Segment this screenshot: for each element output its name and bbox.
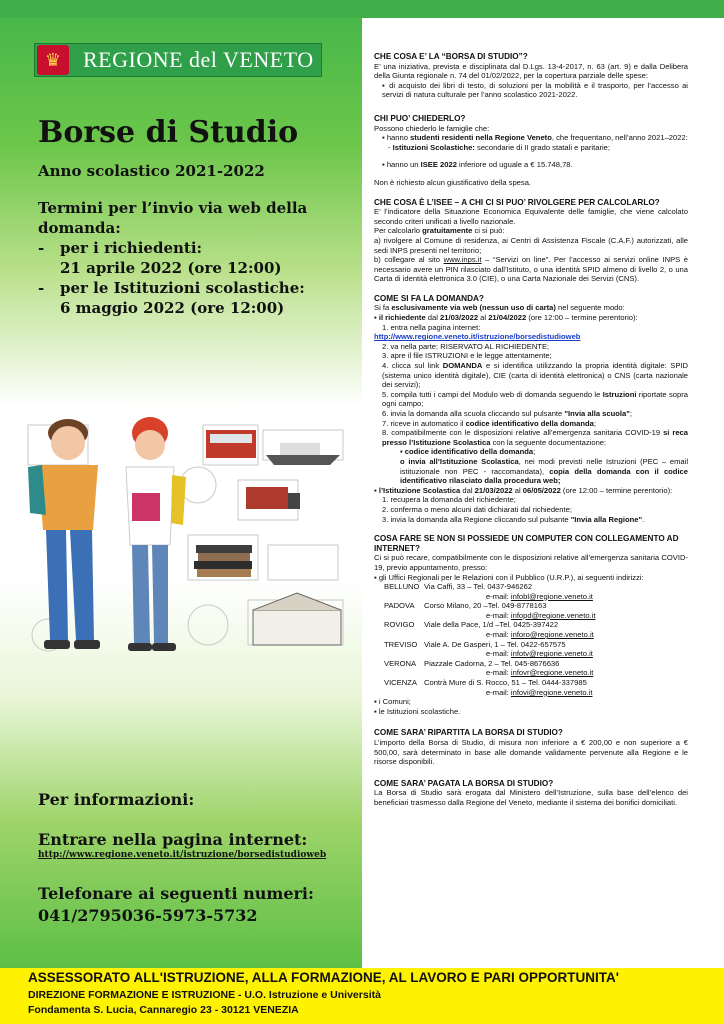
region-logo	[34, 43, 322, 77]
s4-step-6: 6. invia la domanda alla scuola cliccando sul pulsante "Invia alla scuola";	[382, 409, 632, 418]
lion-emblem-icon: ♛	[37, 45, 69, 75]
top-band-right	[362, 0, 724, 18]
books-icon	[194, 545, 252, 577]
deadline-applicants-date: 21 aprile 2022 (ore 12:00)	[60, 259, 282, 277]
s3-text-2: Per calcolarlo gratuitamente ci si può:	[374, 226, 505, 236]
urp-row: BELLUNO Via Caffi, 33 – Tel. 0437-946262	[384, 582, 533, 592]
s2-note: Non è richiesto alcun giustificativo della spesa.	[374, 177, 532, 187]
s4-step-4: 4. clicca sul link DOMANDA e si identifica utilizzando la propria identità digitale: SPID (sistema unico identità digitale), CIE (carta di identità elettronica) o CNS (carta nazionale dei servizi);	[382, 361, 688, 390]
footer-assessorato: ASSESSORATO ALL'ISTRUZIONE, ALLA FORMAZIONE, AL LAVORO E PARI OPPORTUNITA'	[28, 970, 619, 985]
ship-icon	[266, 443, 340, 465]
email-link[interactable]: inforo@regione.veneto.it	[510, 630, 594, 640]
school-year: Anno scolastico 2021-2022	[38, 162, 265, 180]
urp-list: BELLUNO Via Caffi, 33 – Tel. 0437-946262 e-mail: infobl@regione.veneto.it PADOVA Corso Milano, 20 –Tel. 049-8778163 e-mail: infopd@regione.veneto.it ROVIGO Viale della Pace, 1/d –Tel. 0425-397422 e-mail: inforo@regione.veneto.it TREVISO Viale A. De Gasperi, 1 – Tel. 0422-657575 e-mail: infotv@regione.veneto.it VERONA Piazzale Cadorna, 2 – Tel. 045-8676636 e-mail: infovr@regione.veneto.it VICENZA Contrà Mure di S. Rocco, 51 – Tel. 0444-337985 e-mail: infovi@regione.veneto.it	[374, 582, 688, 697]
info-phone-numbers: 041/2795036-5973-5732	[38, 906, 258, 925]
deadline-schools-date: 6 maggio 2022 (ore 12:00)	[60, 299, 285, 317]
s3-text: E’ l’indicatore della Situazione Economica Equivalente delle famiglie, che viene calcolato secondo criteri unificati a livello nazionale.	[374, 207, 688, 226]
right-column	[374, 52, 688, 808]
urp-row: ROVIGO Viale della Pace, 1/d –Tel. 0425-397422	[384, 620, 559, 630]
top-band-left	[0, 0, 362, 18]
s3-item-a: a) rivolgere al Comune di residenza, ai Centri di Assistenza Fiscale (C.A.F.) autorizzati, alle sedi INPS presenti nel territorio;	[374, 235, 688, 255]
s4-step-8-doc: ▪ codice identificativo della domanda;	[400, 447, 536, 457]
info-url-link[interactable]: http://www.regione.veneto.it/istruzione/borsedistudioweb	[38, 850, 327, 860]
s4-school-1: 1. recupera la domanda del richiedente;	[382, 495, 516, 505]
page-title: Borse di Studio	[38, 115, 299, 150]
girl-student	[126, 417, 186, 651]
info-web-label: Entrare nella pagina internet:	[38, 830, 308, 849]
s4-url-link[interactable]: http://www.regione.veneto.it/istruzione/borsedistudioweb	[374, 332, 581, 342]
deadline-block	[38, 198, 338, 318]
s5-text: Ci si può recare, compatibilmente con le disposizioni relative all’emergenza sanitaria COVID-19, previo appuntamento, presso:	[374, 553, 688, 572]
truck-icon	[246, 487, 300, 509]
s7-heading: COME SARA’ PAGATA LA BORSA DI STUDIO?	[374, 778, 554, 788]
bus-icon	[206, 430, 256, 458]
footer	[0, 968, 724, 1024]
s4-school-2: 2. conferma o meno alcuni dati dichiarati dal richiedente;	[382, 504, 572, 514]
email-link[interactable]: infovr@regione.veneto.it	[510, 668, 594, 678]
s7-text: La Borsa di Studio sarà erogata dal Ministero dell’Istruzione, sulla base dell’elenco dei beneficiari trasmesso dalla Regione del Veneto, mediante il sistema dei bonifici domiciliati.	[374, 788, 688, 807]
s1-bullet: ▪ di acquisto dei libri di testo, di soluzioni per la mobilità e il trasporto, per l’accesso ai servizi di natura culturale per l’anno scolastico 2021-2022.	[382, 80, 688, 100]
s5-heading: COSA FARE SE NON SI POSSIEDE UN COMPUTER CON COLLEGAMENTO AD INTERNET?	[374, 534, 679, 553]
email-link[interactable]: infobl@regione.veneto.it	[510, 591, 593, 601]
s4-step-8: 8. compatibilmente con le disposizioni relative all’emergenza sanitaria COVID-19 si reca presso l’Istituzione Scolastica con la seguente documentazione:	[382, 428, 688, 447]
urp-row: VERONA Piazzale Cadorna, 2 – Tel. 045-8676636	[384, 658, 560, 668]
s2-bullet-2: ▪ hanno un ISEE 2022 inferiore od uguale a € 15.748,78.	[382, 160, 573, 170]
s4-step-7: 7. riceve in automatico il codice identificativo della domanda;	[382, 418, 596, 428]
s4-step-2: 2. va nella parte: RISERVATO AL RICHIEDENTE;	[382, 341, 550, 351]
s2-text: Possono chiederlo le famiglie che:	[374, 123, 490, 133]
inps-link[interactable]: www.inps.it	[443, 255, 482, 265]
students-illustration	[8, 405, 358, 670]
urp-row: PADOVA Corso Milano, 20 –Tel. 049-8778163	[384, 601, 547, 611]
s4-school: ▪ l’Istituzione Scolastica dal 21/03/2022 al 06/05/2022 (ore 12:00 – termine perentorio):	[374, 485, 673, 495]
s1-text: E’ una iniziativa, prevista e disciplinata dal D.Lgs. 13-4-2017, n. 63 (art. 9) e dalla Delibera della Giunta regionale n. 74 del 01/02/2022, per la copertura parziale delle spese:	[374, 61, 688, 81]
s2-bullet-1: ▪ hanno studenti residenti nella Regione Veneto, che frequentano, nell’anno 2021–2022:	[382, 133, 688, 143]
s3-item-b: b) collegare al sito www.inps.it – “Servizi on line”. Per l’accesso ai servizi online INPS è necessario avere un PIN rilasciato dall’Istituto, o una identità SPID almeno di livello 2, o una Carta di identità elettronica 3.0 (CIE), o una Carta Nazionale dei Servizi (CNS).	[374, 255, 688, 284]
deadline-intro: Termini per l’invio via web della domanda:	[38, 199, 308, 237]
s4-school-3: 3. invia la domanda alla Regione cliccando sul pulsante "Invia alla Regione".	[382, 514, 645, 524]
info-phone-label: Telefonare ai seguenti numeri:	[38, 884, 314, 903]
s4-step-3: 3. apre il file ISTRUZIONI e le legge attentamente;	[382, 351, 552, 361]
footer-address: Fondamenta S. Lucia, Cannaregio 23 - 30121 VENEZIA	[28, 1004, 299, 1016]
s4-applicant: ▪ il richiedente dal 21/03/2022 al 21/04/2022 (ore 12:00 – termine perentorio):	[374, 313, 638, 323]
email-link[interactable]: infovi@regione.veneto.it	[510, 687, 593, 697]
s4-step-8-alt: o invia all’Istituzione Scolastica, nei modi previsti nelle Istruzioni (PEC – email istituzionale non PEC - raccomandata), copia della domanda con il codice identificativo rilasciato dalla procedura web;	[400, 456, 688, 486]
s2-heading: CHI PUO’ CHIEDERLO?	[374, 113, 466, 123]
s3-heading: CHE COSA È L’ISEE – A CHI CI SI PUO’ RIVOLGERE PER CALCOLARLO?	[374, 197, 660, 207]
deadline-applicants: - per i richiedenti:	[38, 239, 203, 257]
s5-bullet-1: ▪ gli Uffici Regionali per le Relazioni con il Pubblico (U.R.P.), ai seguenti indirizzi:	[374, 572, 644, 582]
s5-bullet-3: ▪ le Istituzioni scolastiche.	[374, 706, 461, 716]
region-name: REGIONE del VENETO	[83, 47, 314, 72]
venice-building-icon	[253, 593, 341, 645]
deadline-schools: - per le Istituzioni scolastiche:	[38, 279, 305, 297]
email-link[interactable]: infotv@regione.veneto.it	[510, 649, 593, 659]
s4-step-1: 1. entra nella pagina internet:	[382, 322, 481, 332]
s4-step-5: 5. compila tutti i campi del Modulo web di domanda seguendo le Istruzioni riportate sopra ogni campo;	[382, 389, 688, 409]
s5-bullet-2: ▪ i Comuni;	[374, 697, 411, 707]
s6-heading: COME SARA’ RIPARTITA LA BORSA DI STUDIO?	[374, 728, 563, 738]
s4-text: Si fa esclusivamente via web (nessun uso di carta) nel seguente modo:	[374, 303, 625, 313]
s1-heading: CHE COSA E’ LA “BORSA DI STUDIO”?	[374, 52, 528, 61]
urp-row: TREVISO Viale A. De Gasperi, 1 – Tel. 0422-657575	[384, 639, 566, 649]
boy-student	[28, 419, 100, 649]
email-link[interactable]: infopd@regione.veneto.it	[510, 610, 596, 620]
s6-text: L’importo della Borsa di Studio, di misura non inferiore a € 200,00 e non superiore a € 500,00, sarà determinato in base alle domande validamente pervenute alla Regione e le risorse disponibili.	[374, 738, 688, 767]
info-heading: Per informazioni:	[38, 790, 195, 809]
s2-sub: - Istituzioni Scolastiche: secondarie di II grado statali e paritarie;	[388, 142, 610, 152]
urp-row: VICENZA Contrà Mure di S. Rocco, 51 – Tel. 0444-337985	[384, 678, 587, 688]
footer-direzione: DIREZIONE FORMAZIONE E ISTRUZIONE - U.O. Istruzione e Università	[28, 989, 381, 1001]
s4-heading: COME SI FA LA DOMANDA?	[374, 293, 484, 303]
